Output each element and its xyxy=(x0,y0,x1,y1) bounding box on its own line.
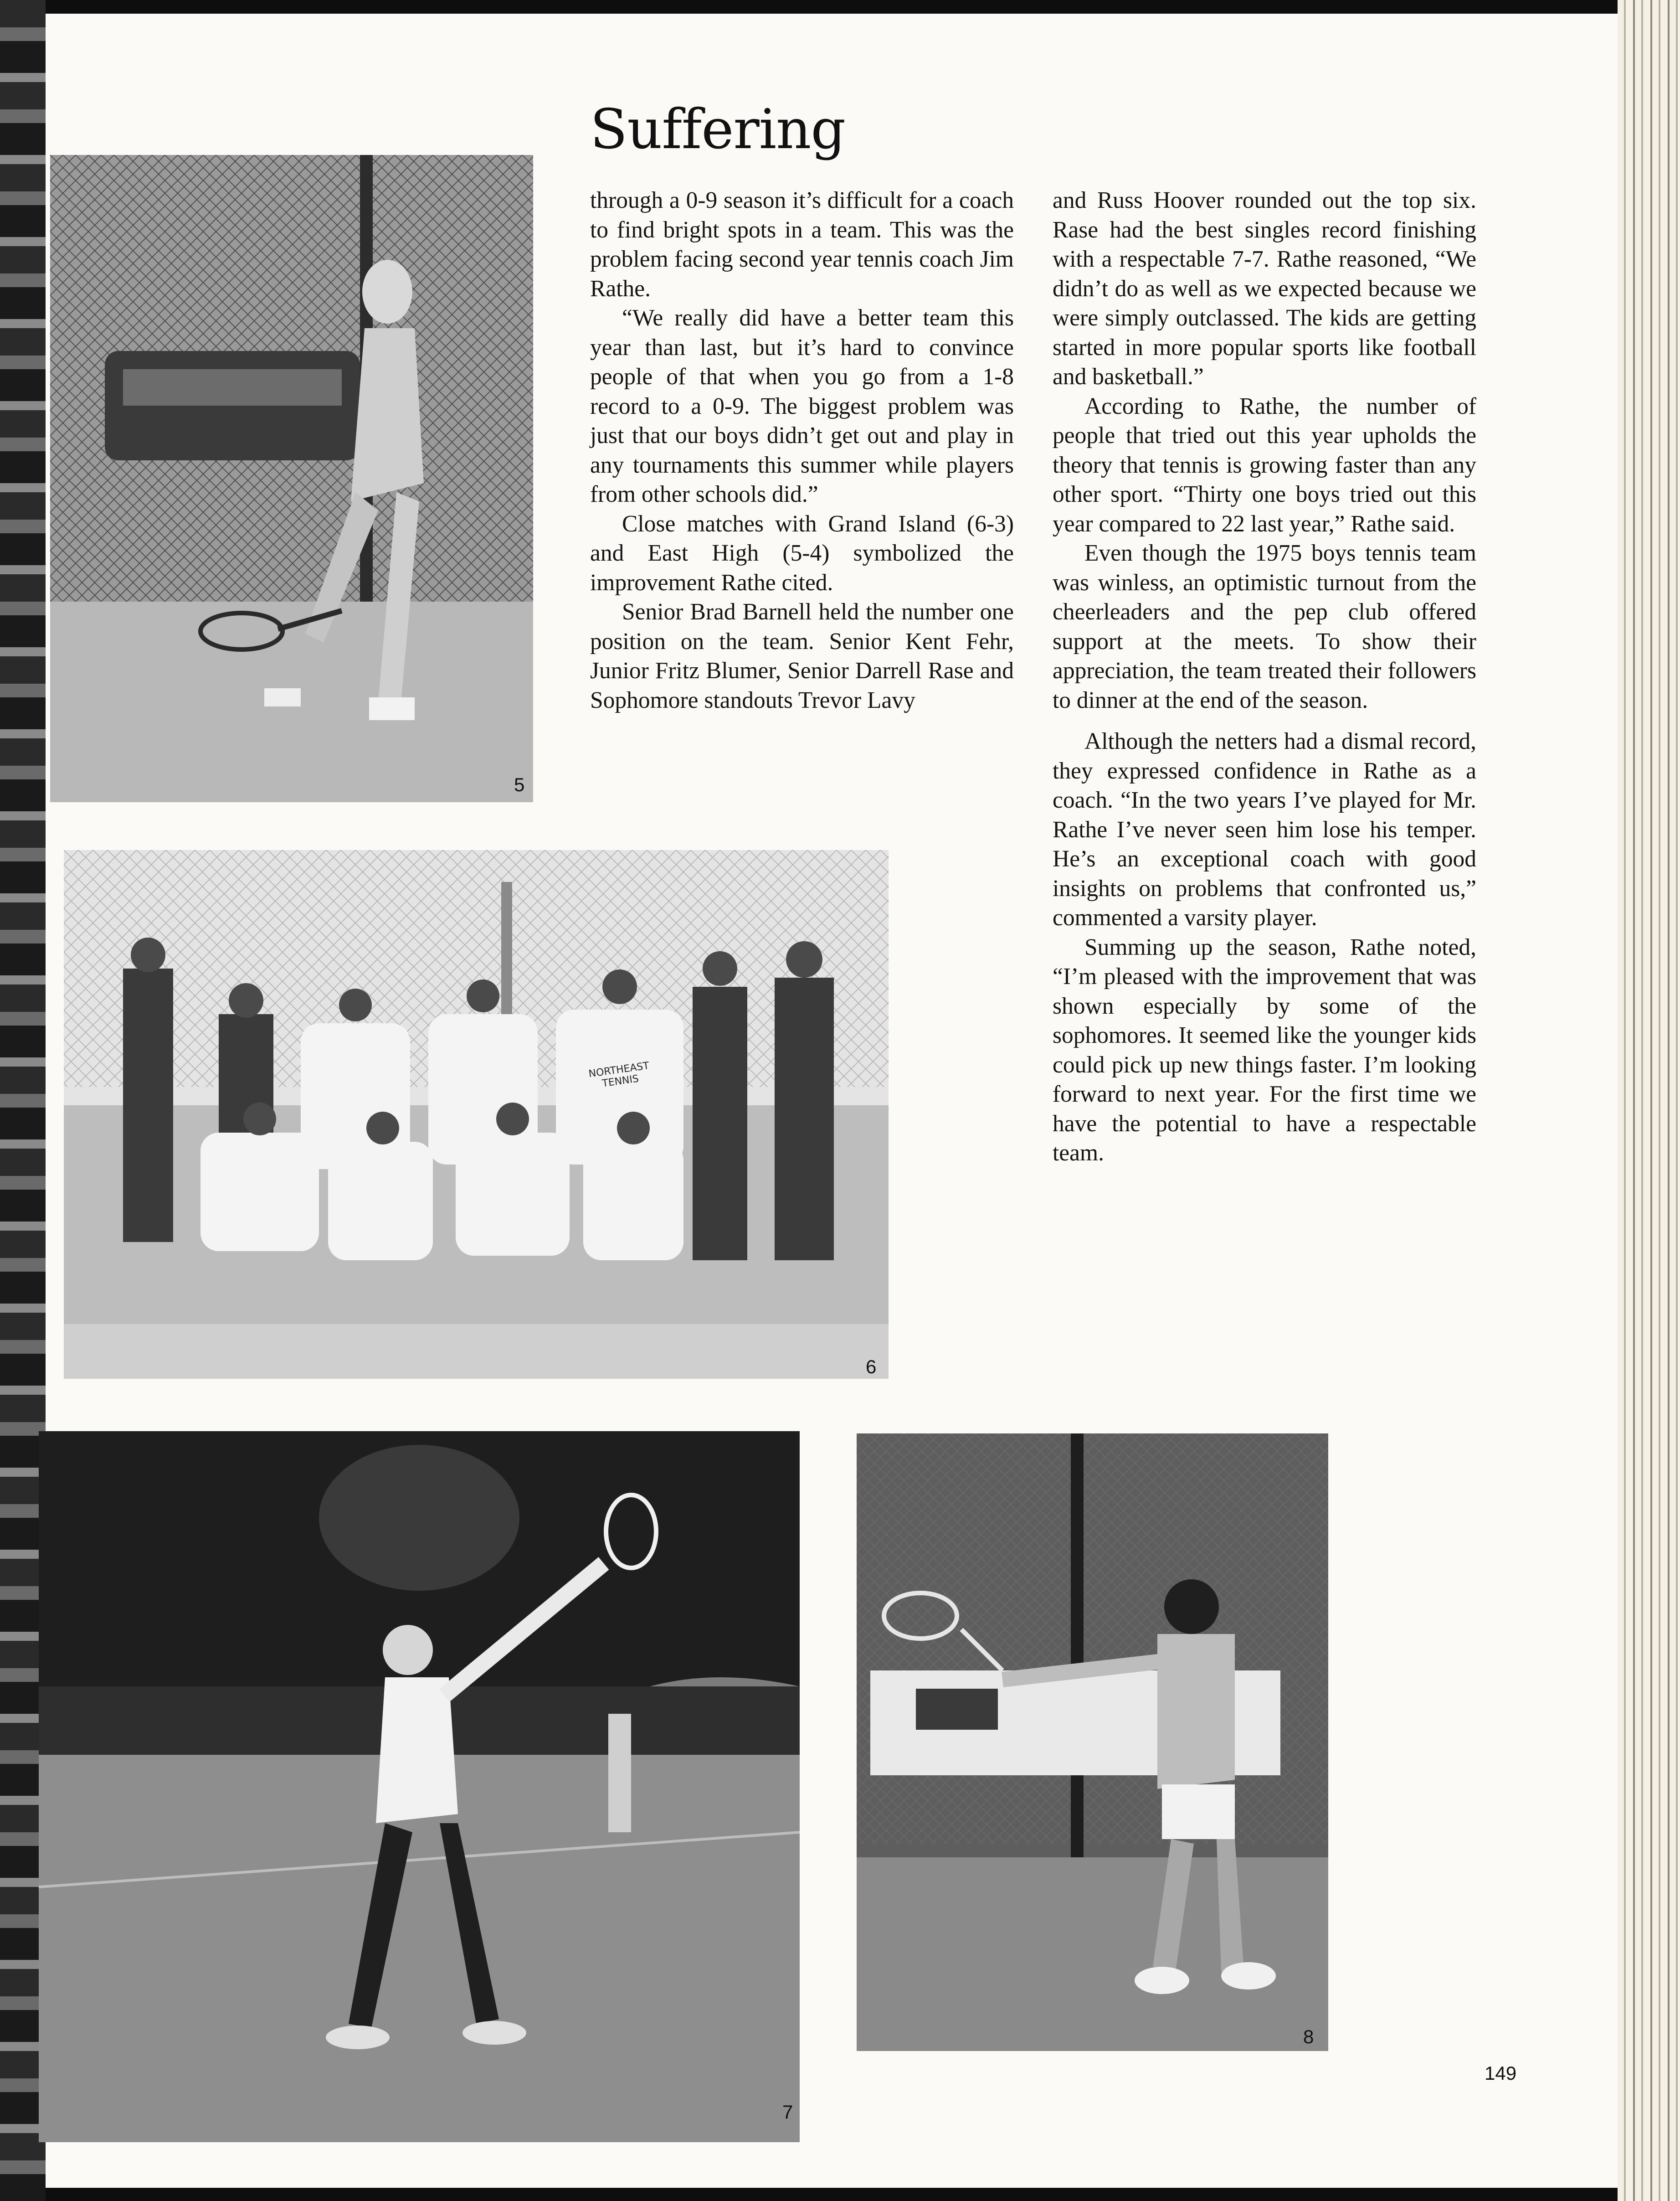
article-column-two xyxy=(1053,186,1476,1168)
paragraph: and Russ Hoover rounded out the top six. Rase had the best singles record finishing with a respectable 7-7. Rathe reasoned, “We didn’t do as well as we expected because we were simply outclassed. The kids are getting started in more popular sports like football and basketball.” xyxy=(1053,187,1476,390)
paragraph: Although the netters had a dismal record, they expressed confidence in Rathe as a coach. “In the two years I’ve played for Mr. Rathe I’ve never seen him lose his temper. He’s an exceptional coach with good insights on problems that confronted us,” commented a varsity player. xyxy=(1053,728,1476,931)
article-column-one xyxy=(590,186,1014,715)
photo-number-5: 5 xyxy=(514,774,525,795)
paragraph: “We really did have a better team this year than last, but it’s hard to convince people of that when you go from a 1-8 record to a 0-9. The biggest problem was just that our boys didn’t get out and play in any tournaments this summer while players from other schools did.” xyxy=(590,305,1014,507)
headline: Suffering xyxy=(590,98,846,161)
paragraph: through a 0-9 season it’s difficult for a coach to find bright spots in a team. This was the problem facing second year tennis coach Jim Rathe. xyxy=(590,187,1014,302)
photo-number-6: 6 xyxy=(866,1356,877,1377)
photo-number-7: 7 xyxy=(782,2101,793,2123)
paragraph: Close matches with Grand Island (6-3) and East High (5-4) symbolized the improvement Rathe cited. xyxy=(590,510,1014,596)
page-edges xyxy=(1618,0,1680,2201)
photo-player-backhand xyxy=(857,1433,1328,2051)
team-shirt-text: NORTHEAST TENNIS xyxy=(588,1060,650,1090)
photo-number-8: 8 xyxy=(1303,2026,1314,2047)
paragraph: Summing up the season, Rathe noted, “I’m pleased with the improvement that was shown especially by some of the sophomores. It seemed like the younger kids could pick up new things faster. I’m looking forward to next year. For the first time we have the potential to have a respectable team. xyxy=(1053,934,1476,1166)
paragraph: According to Rathe, the number of people that tried out this year upholds the theory that tennis is growing faster than any other sport. “Thirty one boys tried out this year compared to 22 last year,” Rathe said. xyxy=(1053,393,1476,537)
photo-boy-forehand xyxy=(39,1431,800,2142)
photo-team-group xyxy=(64,850,889,1379)
photo-serving-player xyxy=(50,155,533,802)
paragraph: Even though the 1975 boys tennis team was winless, an optimistic turnout from the cheerleaders and the pep club offered support at the meets. To show their appreciation, the team treated their followers to dinner at the end of the season. xyxy=(1053,540,1476,713)
page-number: 149 xyxy=(1485,2062,1517,2084)
paragraph: Senior Brad Barnell held the number one position on the team. Senior Kent Fehr, Junior Fritz Blumer, Senior Darrell Rase and Sophomore standouts Trevor Lavy xyxy=(590,599,1014,713)
